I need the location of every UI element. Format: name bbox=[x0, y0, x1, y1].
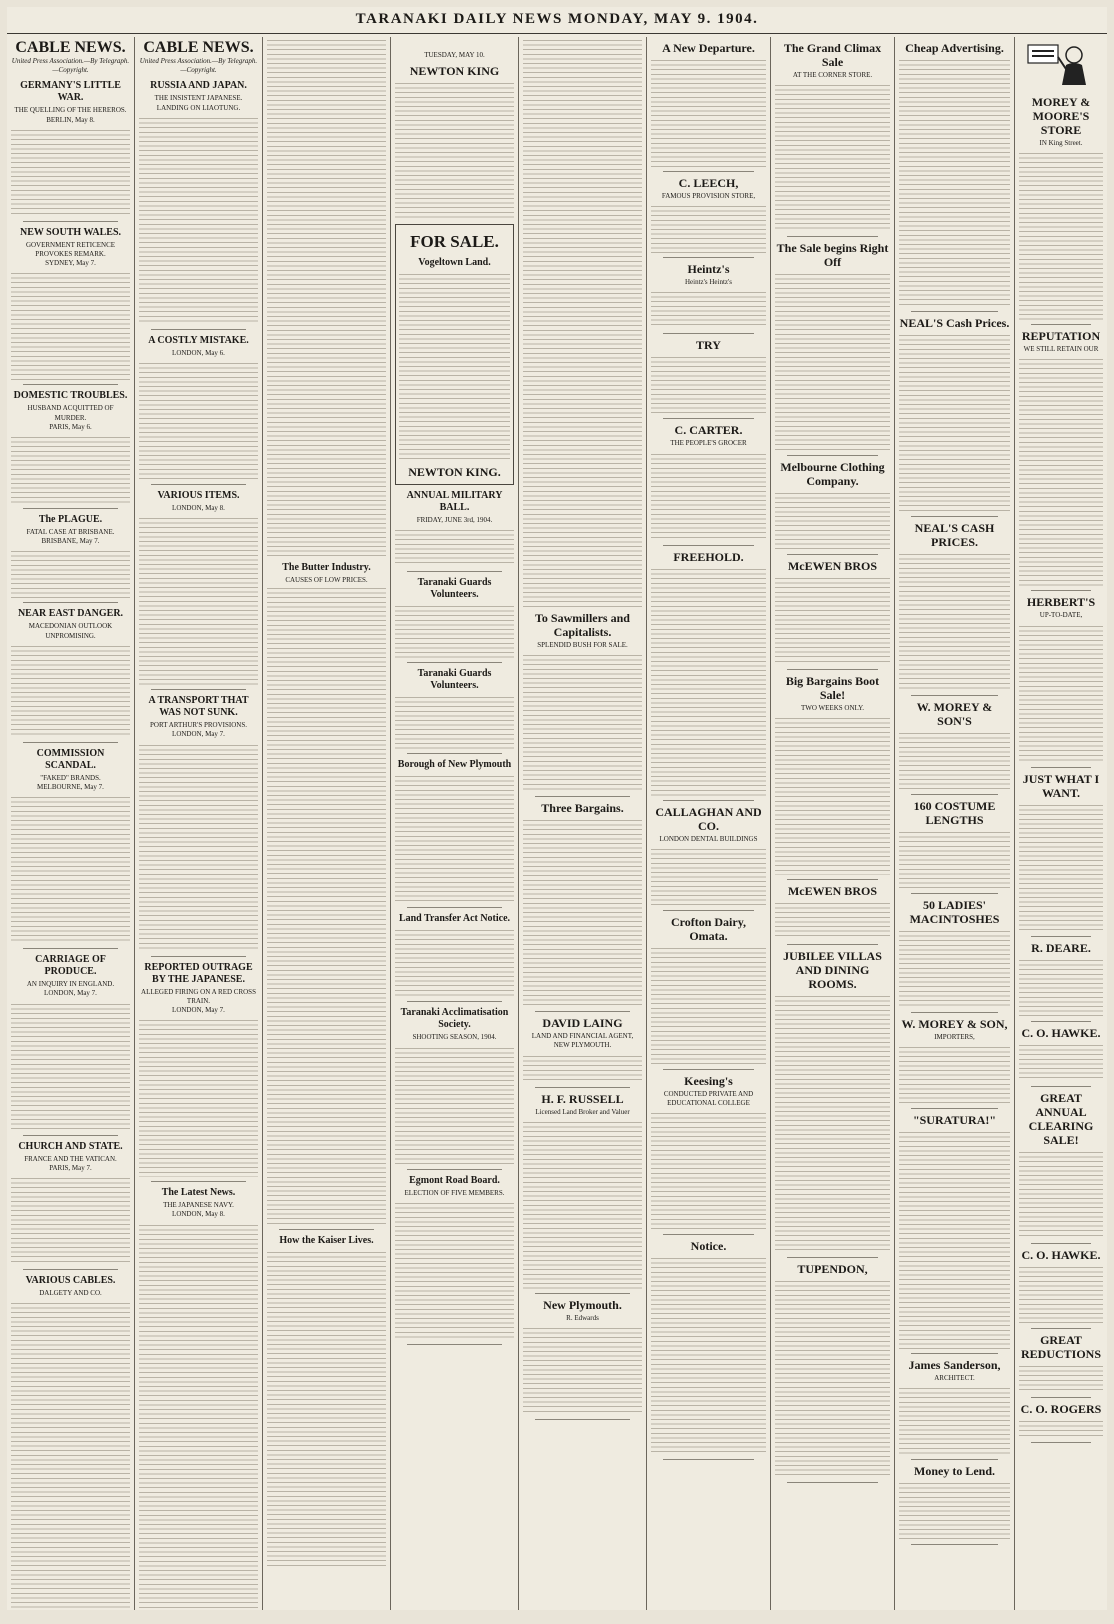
kaiser-heading: How the Kaiser Lives. bbox=[279, 1235, 374, 1247]
article-text bbox=[523, 1119, 642, 1289]
article-text bbox=[1019, 623, 1103, 763]
divider bbox=[911, 1544, 998, 1545]
article-text bbox=[899, 730, 1010, 790]
section-heading: CALLAGHAN AND CO. bbox=[655, 804, 762, 833]
article-text bbox=[11, 127, 130, 217]
section-subheading: SHOOTING SEASON, 1904. bbox=[412, 1033, 497, 1042]
section-heading: FREEHOLD. bbox=[673, 549, 744, 564]
article-text bbox=[651, 354, 766, 414]
section-subheading: FAMOUS PROVISION STORE, bbox=[661, 192, 756, 200]
article-text bbox=[775, 490, 890, 550]
cable-news-subline: United Press Association.—By Telegraph.—Copyright. bbox=[11, 57, 130, 75]
divider bbox=[23, 384, 118, 385]
section-heading: GERMANY'S LITTLE WAR. bbox=[20, 80, 121, 104]
divider bbox=[911, 1012, 998, 1013]
section-heading: C. CARTER. bbox=[674, 423, 743, 438]
section-heading: The PLAGUE. bbox=[38, 514, 103, 526]
section-heading: DAVID LAING bbox=[542, 1016, 623, 1031]
col1-sections bbox=[11, 80, 130, 1610]
divider bbox=[1031, 324, 1091, 325]
section-heading: JUST WHAT I WANT. bbox=[1022, 771, 1100, 800]
section-heading: NEAR EAST DANGER. bbox=[17, 608, 124, 620]
cable-news-heading-2: CABLE NEWS. bbox=[143, 39, 254, 56]
section-subheading: ARCHITECT. bbox=[934, 1374, 975, 1383]
divider bbox=[407, 1169, 502, 1170]
section-subheading: CONDUCTED PRIVATE AND EDUCATIONAL COLLEGE bbox=[663, 1089, 754, 1108]
article-text bbox=[1019, 957, 1103, 1017]
article-text bbox=[775, 575, 890, 665]
section-subheading: IN King Street. bbox=[1039, 139, 1083, 147]
divider bbox=[1031, 1328, 1091, 1329]
article-text bbox=[651, 451, 766, 541]
section-heading: CARRIAGE OF PRODUCE. bbox=[35, 954, 106, 978]
article-text bbox=[775, 993, 890, 1253]
column-7 bbox=[771, 37, 895, 1610]
article-text bbox=[11, 1175, 130, 1265]
section-subheading: R. Edwards bbox=[566, 1313, 599, 1322]
section-heading: A TRANSPORT THAT WAS NOT SUNK. bbox=[148, 695, 249, 719]
col9-items bbox=[1019, 95, 1103, 1443]
column-1 bbox=[7, 37, 135, 1610]
divider bbox=[23, 602, 118, 603]
section-heading: VARIOUS ITEMS. bbox=[157, 490, 240, 502]
divider bbox=[535, 1011, 630, 1012]
section-heading: ANNUAL MILITARY BALL. bbox=[406, 490, 503, 514]
article-text bbox=[651, 566, 766, 796]
divider bbox=[787, 1482, 878, 1483]
section-heading: H. F. RUSSELL bbox=[541, 1091, 624, 1106]
divider bbox=[535, 1419, 630, 1420]
article-text bbox=[1019, 1418, 1103, 1438]
divider bbox=[1031, 1021, 1091, 1022]
article-text bbox=[1019, 1149, 1103, 1239]
divider bbox=[1031, 1442, 1091, 1443]
divider bbox=[407, 571, 502, 572]
section-heading: Taranaki Acclimatisation Society. bbox=[400, 1007, 509, 1031]
section-heading: C. O. HAWKE. bbox=[1021, 1025, 1101, 1040]
divider bbox=[23, 948, 118, 949]
section-heading: Heintz's bbox=[687, 262, 730, 277]
cable-news-heading: CABLE NEWS. bbox=[15, 39, 126, 56]
article-text bbox=[899, 551, 1010, 691]
section-heading: Crofton Dairy, Omata. bbox=[670, 914, 747, 943]
section-heading: James Sanderson, bbox=[908, 1358, 1001, 1373]
section-subheading: Heintz's Heintz's bbox=[684, 278, 733, 287]
column-8 bbox=[895, 37, 1015, 1610]
article-text bbox=[11, 548, 130, 598]
col2-sections bbox=[139, 80, 258, 1610]
section-heading: VARIOUS CABLES. bbox=[25, 1275, 116, 1287]
section-subheading: FRIDAY, JUNE 3rd, 1904. bbox=[416, 516, 493, 525]
section-heading: Cheap Advertising. bbox=[905, 41, 1004, 55]
col4-notices bbox=[395, 490, 514, 1345]
section-heading: McEWEN BROS bbox=[787, 884, 877, 899]
article-text bbox=[395, 927, 514, 997]
divider bbox=[151, 329, 246, 330]
article-text bbox=[775, 82, 890, 232]
section-heading: Big Bargains Boot Sale! bbox=[785, 674, 880, 703]
article-text bbox=[395, 773, 514, 903]
divider bbox=[23, 221, 118, 222]
section-subheading: IMPORTERS, bbox=[934, 1033, 975, 1041]
section-heading: NEAL'S Cash Prices. bbox=[899, 316, 1010, 330]
divider bbox=[911, 1353, 998, 1354]
divider bbox=[1031, 767, 1091, 768]
divider bbox=[787, 455, 878, 456]
divider bbox=[787, 1257, 878, 1258]
article-text bbox=[523, 652, 642, 792]
section-heading: NEW SOUTH WALES. bbox=[19, 226, 122, 238]
article-text bbox=[899, 1129, 1010, 1349]
section-heading: C. O. ROGERS bbox=[1020, 1401, 1102, 1416]
article-text bbox=[395, 1200, 514, 1340]
section-subheading: TWO WEEKS ONLY. bbox=[800, 704, 864, 713]
article-text bbox=[775, 900, 890, 940]
section-dateline: LONDON, May 7. bbox=[44, 989, 97, 998]
section-heading: REPUTATION bbox=[1021, 329, 1101, 344]
section-heading: Melbourne Clothing Company. bbox=[780, 460, 885, 489]
article-text bbox=[523, 1325, 642, 1415]
section-subheading: FATAL CASE AT BRISBANE. bbox=[26, 528, 115, 537]
section-subheading: LONDON DENTAL BUILDINGS bbox=[659, 834, 758, 843]
divider bbox=[663, 910, 754, 911]
article-text bbox=[899, 332, 1010, 512]
section-subheading: Licensed Land Broker and Valuer bbox=[535, 1107, 630, 1116]
article-text bbox=[267, 1249, 386, 1569]
article-text bbox=[899, 829, 1010, 889]
section-heading: REPORTED OUTRAGE BY THE JAPANESE. bbox=[144, 961, 253, 985]
section-heading: Egmont Road Board. bbox=[409, 1174, 500, 1186]
divider bbox=[911, 893, 998, 894]
article-text bbox=[1019, 150, 1103, 320]
divider bbox=[663, 257, 754, 258]
section-subheading: MACEDONIAN OUTLOOK UNPROMISING. bbox=[28, 622, 113, 640]
section-dateline: LONDON, May 7. bbox=[172, 730, 225, 739]
section-subheading: SPLENDID BUSH FOR SALE. bbox=[537, 641, 628, 649]
section-subheading: FRANCE AND THE VATICAN. bbox=[24, 1154, 117, 1163]
ad-text bbox=[399, 271, 510, 461]
divider bbox=[787, 236, 878, 237]
col8-items bbox=[899, 41, 1010, 1545]
divider bbox=[23, 508, 118, 509]
column-2 bbox=[135, 37, 263, 1610]
section-subheading: THE JAPANESE NAVY. bbox=[163, 1201, 234, 1210]
section-heading: Keesing's bbox=[684, 1073, 733, 1088]
article-text bbox=[651, 945, 766, 1065]
article-text bbox=[267, 37, 386, 557]
section-heading: COMMISSION SCANDAL. bbox=[36, 747, 105, 771]
section-dateline: LANDING ON LIAOTUNG. bbox=[156, 103, 241, 112]
column-3 bbox=[263, 37, 391, 1610]
section-heading: TRY bbox=[696, 338, 721, 353]
article-text bbox=[139, 115, 258, 325]
section-subheading: HUSBAND ACQUITTED OF MURDER. bbox=[27, 404, 114, 422]
section-heading: C. LEECH, bbox=[678, 176, 739, 190]
section-heading: The Sale begins Right Off bbox=[776, 241, 889, 270]
divider bbox=[1031, 1086, 1091, 1087]
column-9 bbox=[1015, 37, 1107, 1610]
col5-items bbox=[523, 611, 642, 1420]
sale-date: TUESDAY, MAY 10. bbox=[424, 51, 485, 59]
article-text bbox=[651, 1110, 766, 1230]
section-heading: NEAL'S CASH PRICES. bbox=[914, 521, 995, 549]
butter-industry-sub: CAUSES OF LOW PRICES. bbox=[285, 576, 368, 584]
article-text bbox=[651, 289, 766, 329]
article-text bbox=[899, 928, 1010, 1008]
section-dateline: LONDON, May 8. bbox=[172, 504, 225, 513]
divider bbox=[663, 545, 754, 546]
section-dateline: LONDON, May 6. bbox=[172, 348, 225, 357]
article-text bbox=[139, 515, 258, 685]
article-text bbox=[523, 1053, 642, 1083]
article-text bbox=[1019, 1363, 1103, 1393]
divider bbox=[663, 1069, 754, 1070]
section-heading: New Plymouth. bbox=[543, 1297, 622, 1312]
divider bbox=[911, 1108, 998, 1109]
section-subheading: ELECTION OF FIVE MEMBERS. bbox=[404, 1188, 505, 1197]
columns bbox=[7, 37, 1107, 1610]
section-heading: The Latest News. bbox=[161, 1187, 236, 1199]
article-text bbox=[395, 694, 514, 749]
divider bbox=[151, 689, 246, 690]
divider bbox=[663, 171, 754, 172]
article-text bbox=[139, 360, 258, 480]
article-text bbox=[267, 585, 386, 1225]
divider bbox=[407, 907, 502, 908]
section-subheading: DALGETY AND CO. bbox=[39, 1289, 102, 1298]
divider bbox=[23, 1135, 118, 1136]
divider bbox=[1031, 936, 1091, 937]
newspaper-page bbox=[7, 7, 1107, 1610]
divider bbox=[23, 742, 118, 743]
divider bbox=[23, 1269, 118, 1270]
section-heading: TUPENDON, bbox=[797, 1262, 868, 1277]
article-text bbox=[395, 527, 514, 567]
divider bbox=[663, 1234, 754, 1235]
section-heading: "SURATURA!" bbox=[912, 1113, 997, 1128]
divider bbox=[911, 1459, 998, 1460]
divider bbox=[279, 1229, 374, 1230]
article-text bbox=[899, 1480, 1010, 1540]
section-subheading: LAND AND FINANCIAL AGENT, NEW PLYMOUTH. bbox=[531, 1032, 634, 1050]
section-heading: Borough of New Plymouth bbox=[397, 759, 512, 771]
vogeltown-heading: Vogeltown Land. bbox=[418, 257, 491, 269]
section-dateline: BRISBANE, May 7. bbox=[41, 537, 100, 546]
section-heading: W. MOREY & SON, bbox=[901, 1017, 1008, 1031]
section-subheading: AN INQUIRY IN ENGLAND. bbox=[26, 980, 115, 989]
article-text bbox=[899, 57, 1010, 307]
for-sale-box bbox=[395, 224, 514, 485]
section-heading: Taranaki Guards Volunteers. bbox=[417, 577, 492, 601]
article-text bbox=[395, 603, 514, 658]
divider bbox=[787, 554, 878, 555]
divider bbox=[407, 753, 502, 754]
section-heading: GREAT REDUCTIONS bbox=[1020, 1332, 1101, 1361]
article-text bbox=[11, 270, 130, 380]
divider bbox=[911, 794, 998, 795]
divider bbox=[663, 800, 754, 801]
section-heading: 160 COSTUME LENGTHS bbox=[913, 799, 996, 827]
section-heading: To Sawmillers and Capitalists. bbox=[535, 611, 630, 639]
section-dateline: PARIS, May 7. bbox=[49, 1163, 92, 1172]
section-heading: CHURCH AND STATE. bbox=[18, 1140, 123, 1152]
article-text bbox=[1019, 802, 1103, 932]
newton-king-agent: NEWTON KING. bbox=[408, 465, 501, 480]
section-subheading: AT THE CORNER STORE. bbox=[792, 71, 873, 79]
col7-items bbox=[775, 41, 890, 1483]
divider bbox=[407, 1001, 502, 1002]
section-subheading: GOVERNMENT RETICENCE PROVOKES REMARK. bbox=[25, 240, 116, 259]
article-text bbox=[1019, 356, 1103, 586]
column-6 bbox=[647, 37, 771, 1610]
article-text bbox=[11, 434, 130, 504]
section-subheading: ALLEGED FIRING ON A RED CROSS TRAIN. bbox=[141, 987, 256, 1005]
divider bbox=[407, 1344, 502, 1345]
article-text bbox=[651, 1255, 766, 1455]
divider bbox=[1031, 1243, 1091, 1244]
divider bbox=[663, 333, 754, 334]
divider bbox=[151, 484, 246, 485]
divider bbox=[1031, 590, 1091, 591]
for-sale-heading: FOR SALE. bbox=[410, 232, 499, 252]
section-subheading: WE STILL RETAIN OUR bbox=[1023, 345, 1099, 354]
article-text bbox=[899, 1044, 1010, 1104]
section-subheading: THE PEOPLE'S GROCER bbox=[670, 439, 747, 448]
divider bbox=[663, 418, 754, 419]
divider bbox=[911, 311, 998, 312]
section-heading: Money to Lend. bbox=[914, 1464, 995, 1479]
section-heading: R. DEARE. bbox=[1031, 940, 1091, 955]
divider bbox=[787, 669, 878, 670]
article-text bbox=[139, 742, 258, 952]
section-dateline: LONDON, May 7. bbox=[172, 1006, 225, 1015]
article-text bbox=[899, 1385, 1010, 1455]
article-text bbox=[651, 846, 766, 906]
article-text bbox=[139, 1222, 258, 1610]
article-text bbox=[775, 271, 890, 451]
section-subheading: THE INSISTENT JAPANESE. bbox=[154, 94, 243, 103]
section-dateline: BERLIN, May 8. bbox=[46, 115, 95, 124]
divider bbox=[407, 662, 502, 663]
butter-industry-heading: The Butter Industry. bbox=[282, 562, 371, 573]
section-dateline: LONDON, May 8. bbox=[172, 1210, 225, 1219]
article-text bbox=[11, 643, 130, 738]
divider bbox=[787, 879, 878, 880]
divider bbox=[1031, 1397, 1091, 1398]
article-text bbox=[11, 1001, 130, 1131]
section-subheading: "FAKED" BRANDS. bbox=[40, 773, 101, 782]
section-heading: RUSSIA AND JAPAN. bbox=[150, 80, 247, 92]
section-subheading: UP-TO-DATE, bbox=[1039, 611, 1083, 620]
divider bbox=[535, 796, 630, 797]
divider bbox=[911, 695, 998, 696]
section-heading: A COSTLY MISTAKE. bbox=[148, 334, 249, 346]
divider bbox=[151, 1181, 246, 1182]
newton-king-heading: NEWTON KING bbox=[409, 64, 500, 79]
section-subheading: PORT ARTHUR'S PROVISIONS. bbox=[150, 721, 247, 730]
section-heading: C. O. HAWKE. bbox=[1021, 1247, 1101, 1262]
section-heading: The Grand Climax Sale bbox=[783, 41, 882, 69]
divider bbox=[911, 516, 998, 517]
article-text bbox=[395, 1045, 514, 1165]
article-text bbox=[523, 817, 642, 1007]
section-dateline: PARIS, May 6. bbox=[49, 422, 92, 431]
section-heading: W. MOREY & SON'S bbox=[916, 700, 993, 728]
divider bbox=[663, 1459, 754, 1460]
section-heading: 50 LADIES' MACINTOSHES bbox=[909, 898, 1000, 926]
column-4 bbox=[391, 37, 519, 1610]
article-text bbox=[139, 1017, 258, 1177]
divider bbox=[787, 944, 878, 945]
section-heading: DOMESTIC TROUBLES. bbox=[13, 390, 128, 402]
section-heading: Taranaki Guards Volunteers. bbox=[417, 668, 492, 692]
article-text bbox=[11, 794, 130, 944]
section-heading: MOREY & MOORE'S STORE bbox=[1031, 95, 1091, 137]
article-text bbox=[775, 715, 890, 875]
column-5 bbox=[519, 37, 647, 1610]
section-subheading: THE QUELLING OF THE HEREROS. bbox=[14, 106, 127, 115]
section-heading: GREAT ANNUAL CLEARING SALE! bbox=[1028, 1090, 1094, 1147]
divider bbox=[535, 1087, 630, 1088]
cable-news-subline-2: United Press Association.—By Telegraph.—Copyright. bbox=[139, 57, 258, 75]
section-heading: HERBERT'S bbox=[1026, 595, 1096, 610]
section-dateline: SYDNEY, May 7. bbox=[45, 259, 96, 268]
section-heading: JUBILEE VILLAS AND DINING ROOMS. bbox=[783, 949, 882, 992]
section-heading: McEWEN BROS bbox=[787, 559, 877, 574]
section-dateline: MELBOURNE, May 7. bbox=[37, 783, 104, 792]
section-heading: A New Departure. bbox=[662, 41, 755, 55]
masthead-title: TARANAKI DAILY NEWS MONDAY, MAY 9. 1904. bbox=[7, 7, 1107, 34]
article-text bbox=[1019, 1042, 1103, 1082]
extra-newsboy-illustration bbox=[1026, 41, 1096, 91]
divider bbox=[151, 956, 246, 957]
col6-items bbox=[651, 41, 766, 1460]
article-text bbox=[651, 57, 766, 167]
section-heading: Three Bargains. bbox=[541, 801, 624, 816]
article-text bbox=[651, 203, 766, 253]
article-text bbox=[11, 1300, 130, 1610]
section-heading: Notice. bbox=[690, 1239, 727, 1254]
section-heading: Land Transfer Act Notice. bbox=[398, 913, 511, 925]
ad-text bbox=[395, 80, 514, 220]
article-text bbox=[775, 1278, 890, 1478]
divider bbox=[535, 1293, 630, 1294]
ad-text bbox=[523, 37, 642, 607]
article-text bbox=[1019, 1264, 1103, 1324]
